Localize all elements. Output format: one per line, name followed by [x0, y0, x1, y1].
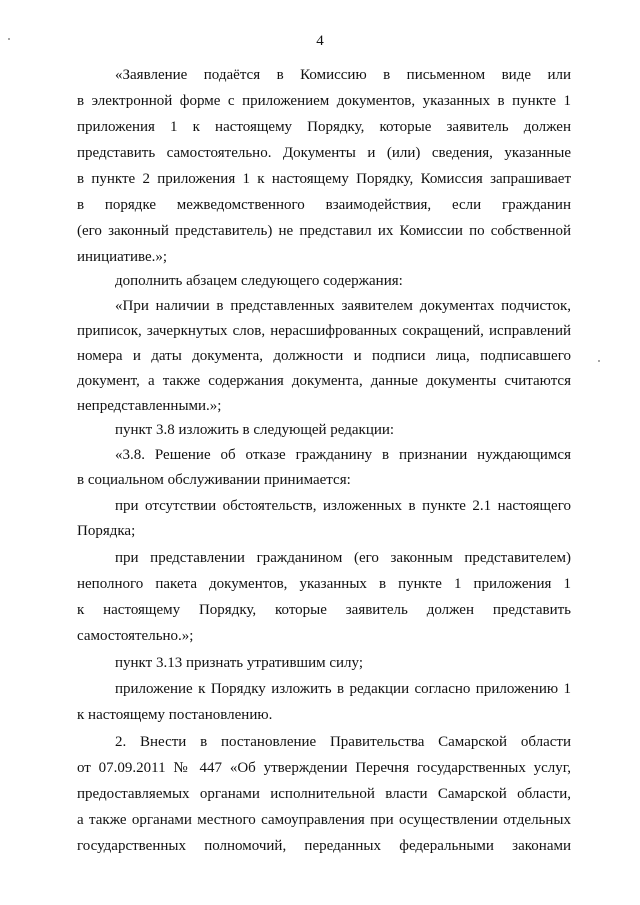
text-line: неполного пакета документов, указанных в пункте 1 приложения 1 [77, 576, 571, 592]
scan-speck [598, 360, 600, 362]
text-line: в социальном обслуживании принимается: [77, 472, 351, 488]
text-line: (его законный представитель) не представил их Комиссии по собственной [77, 223, 571, 239]
text-line: «Заявление подаётся в Комиссию в письменном виде или [115, 67, 571, 83]
text-line: к настоящему Порядку, которые заявитель должен представить [77, 602, 571, 618]
text-line: приложение к Порядку изложить в редакции согласно приложению 1 [115, 681, 571, 697]
page-number: 4 [316, 33, 324, 49]
text-line: «При наличии в представленных заявителем документах подчисток, [115, 298, 571, 314]
text-line: непредставленными.»; [77, 398, 222, 414]
text-line: номера и даты документа, должности и подписи лица, подписавшего [77, 348, 571, 364]
scan-speck [8, 38, 10, 40]
text-line: государственных полномочий, переданных федеральными законами [77, 838, 571, 854]
text-line: при отсутствии обстоятельств, изложенных в пункте 2.1 настоящего [115, 498, 571, 514]
text-line: к настоящему постановлению. [77, 707, 273, 723]
text-line: Порядка; [77, 523, 136, 539]
text-line: самостоятельно.»; [77, 628, 194, 644]
text-line: пункт 3.13 признать утратившим силу; [115, 655, 364, 671]
text-line: документ, а также содержания документа, данные документы считаются [77, 373, 571, 389]
text-line: 2. Внести в постановление Правительства Самарской области [115, 734, 571, 750]
text-line: представить самостоятельно. Документы и (или) сведения, указанные [77, 145, 571, 161]
text-line: «3.8. Решение об отказе гражданину в признании нуждающимся [115, 447, 571, 463]
text-line: приписок, зачеркнутых слов, нерасшифрованных сокращений, исправлений [77, 323, 571, 339]
text-line: дополнить абзацем следующего содержания: [115, 273, 403, 289]
text-line: при представлении гражданином (его законным представителем) [115, 550, 571, 566]
text-line: а также органами местного самоуправления при осуществлении отдельных [77, 812, 571, 828]
text-line: в пункте 2 приложения 1 к настоящему Порядку, Комиссия запрашивает [77, 171, 571, 187]
text-line: пункт 3.8 изложить в следующей редакции: [115, 422, 395, 438]
text-line: инициативе.»; [77, 249, 168, 265]
text-line: в порядке межведомственного взаимодействия, если гражданин [77, 197, 571, 213]
text-line: от 07.09.2011 № 447 «Об утверждении Перечня государственных услуг, [77, 760, 571, 776]
text-line: в электронной форме с приложением документов, указанных в пункте 1 [77, 93, 571, 109]
text-line: приложения 1 к настоящему Порядку, которые заявитель должен [77, 119, 571, 135]
text-line: предоставляемых органами исполнительной власти Самарской области, [77, 786, 571, 802]
